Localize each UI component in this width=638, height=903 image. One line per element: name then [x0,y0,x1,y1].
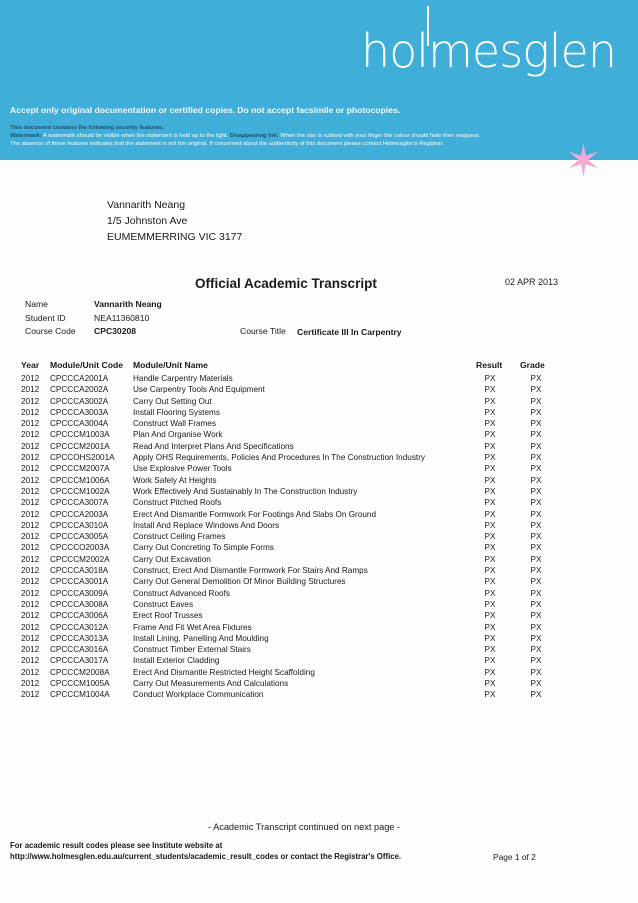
grade-cell: PX [530,622,542,632]
year-cell: 2012 [21,509,40,519]
year-cell: 2012 [21,441,40,451]
name-column-header: Module/Unit Name [133,360,208,370]
year-cell: 2012 [21,374,40,383]
unit-name-cell: Construct Wall Frames [133,419,216,429]
grade-cell: PX [530,396,542,406]
disappearing-ink-label: Disappearing Ink: [229,133,279,139]
result-cell: PX [484,396,496,406]
table-row [0,373,638,384]
table-row [0,610,638,621]
student-id: NEA11360810 [94,313,150,323]
result-cell: PX [484,543,496,553]
table-row [0,429,638,440]
unit-name-cell: Construct Pitched Roofs [133,498,222,508]
result-cell: PX [484,611,496,621]
grade-cell: PX [530,498,542,508]
grade-cell: PX [530,532,542,542]
grade-cell: PX [530,464,542,474]
authenticity-notice: The absence of these features indicates that the statement is not the original. If concerned about the authenticity of this document please contact Holmesglen's Registrar. [10,141,444,147]
unit-code-cell: CPCCCA3003A [50,407,109,417]
grade-column-header: Grade [520,360,545,370]
grade-cell: PX [530,599,542,609]
unit-name-cell: Construct Ceiling Frames [133,532,226,542]
unit-name-cell: Erect And Dismantle Restricted Height Scaffolding [133,667,315,677]
name-label: Name [25,299,48,309]
course-code-label: Course Code [25,326,76,336]
course-title-label: Course Title [240,326,286,336]
unit-code-cell: CPCCCM1003A [50,430,110,440]
unit-name-cell: Apply OHS Requirements, Policies And Procedures In The Construction Industry [133,453,426,463]
year-column-header: Year [21,360,40,370]
grade-cell: PX [530,509,542,519]
unit-code-cell: CPCCCA3018A [50,566,109,576]
unit-code-cell: CPCCOHS2001A [50,453,115,463]
result-cell: PX [484,430,496,440]
grade-cell: PX [530,566,542,576]
unit-name-cell: Install Lining, Panelling And Moulding [133,633,269,643]
watermark-text: A watermark should be visible when the statement is held up to the light. [41,133,230,139]
result-cell: PX [484,599,496,609]
unit-code-cell: CPCCCA3008A [50,599,109,609]
holmesglen-logo: holmesglen [361,24,616,78]
result-column-header: Result [476,360,503,370]
grade-cell: PX [530,679,542,689]
unit-name-cell: Work Safely At Heights [133,475,217,485]
result-codes-link[interactable]: http://www.holmesglen.edu.au/current_students/academic_result_codes or contact the Registrar's Office. [10,852,402,861]
result-cell: PX [484,464,496,474]
table-row [0,599,638,610]
table-row [0,622,638,633]
disappearing-ink-text: When the star is rubbed with your finger the colour should fade then reappear. [278,133,481,139]
result-cell: PX [484,385,496,395]
result-cell: PX [484,532,496,542]
result-cell: PX [484,588,496,598]
grade-cell: PX [530,430,542,440]
result-cell: PX [484,453,496,463]
table-row [0,531,638,542]
result-cell: PX [484,509,496,519]
unit-name-cell: Install Exterior Cladding [133,656,220,666]
table-row [0,542,638,553]
table-row [0,655,638,666]
year-cell: 2012 [21,385,40,395]
grade-cell: PX [530,407,542,417]
year-cell: 2012 [21,453,40,463]
year-cell: 2012 [21,622,40,632]
grade-cell: PX [530,475,542,485]
result-cell: PX [484,633,496,643]
grade-cell: PX [530,554,542,564]
table-row [0,520,638,531]
table-row [0,452,638,463]
year-cell: 2012 [21,543,40,553]
continued-notice: - Academic Transcript continued on next page - [208,822,401,832]
unit-code-cell: CPCCCA3001A [50,577,109,587]
grade-cell: PX [530,633,542,643]
unit-name-cell: Handle Carpentry Materials [133,374,233,383]
grade-cell: PX [530,441,542,451]
unit-code-cell: CPCCCM2007A [50,464,110,474]
unit-code-cell: CPCCCA3012A [50,622,109,632]
unit-code-cell: CPCCCM1004A [50,690,110,700]
unit-code-cell: CPCCCA3013A [50,633,109,643]
table-row [0,384,638,395]
grade-cell: PX [530,520,542,530]
table-row [0,554,638,565]
unit-name-cell: Construct Eaves [133,599,194,609]
year-cell: 2012 [21,498,40,508]
unit-name-cell: Carry Out Concreting To Simple Forms [133,543,274,553]
unit-name-cell: Install Flooring Systems [133,407,220,417]
unit-code-cell: CPCCCA3010A [50,520,109,530]
unit-code-cell: CPCCCA3002A [50,396,109,406]
unit-code-cell: CPCCCA3004A [50,419,109,429]
unit-name-cell: Work Effectively And Sustainably In The Construction Industry [133,486,358,496]
year-cell: 2012 [21,588,40,598]
result-cell: PX [484,679,496,689]
table-row [0,486,638,497]
unit-code-cell: CPCCCA3017A [50,656,109,666]
grade-cell: PX [530,667,542,677]
grade-cell: PX [530,419,542,429]
unit-name-cell: Erect And Dismantle Formwork For Footings And Slabs On Ground [133,509,376,519]
unit-name-cell: Erect Roof Trusses [133,611,203,621]
year-cell: 2012 [21,633,40,643]
page-number: Page 1 of 2 [493,852,536,862]
table-row [0,633,638,644]
year-cell: 2012 [21,690,40,700]
table-row [0,588,638,599]
result-cell: PX [484,656,496,666]
code-column-header: Module/Unit Code [50,360,124,370]
unit-name-cell: Conduct Workplace Communication [133,690,264,700]
grade-cell: PX [530,577,542,587]
result-cell: PX [484,645,496,655]
course-code: CPC30208 [94,326,137,336]
unit-name-cell: Construct, Erect And Dismantle Formwork For Stairs And Ramps [133,566,368,576]
unit-code-cell: CPCCCM1006A [50,475,110,485]
student-name: Vannarith Neang [94,299,162,309]
table-row [0,667,638,678]
security-features-heading: This document contains the following security features; [10,125,164,131]
year-cell: 2012 [21,611,40,621]
year-cell: 2012 [21,599,40,609]
unit-name-cell: Plan And Organise Work [133,430,223,440]
result-cell: PX [484,374,496,383]
security-star-icon: ✶ [565,137,602,186]
student-id-label: Student ID [25,313,66,323]
unit-code-cell: CPCCCM1005A [50,679,110,689]
year-cell: 2012 [21,656,40,666]
unit-code-cell: CPCCCA2002A [50,385,109,395]
grade-cell: PX [530,656,542,666]
grade-cell: PX [530,374,542,383]
unit-name-cell: Read And Interpret Plans And Specifications [133,441,294,451]
table-row [0,463,638,474]
result-cell: PX [484,407,496,417]
results-table [0,373,638,701]
unit-name-cell: Construct Advanced Roofs [133,588,230,598]
table-row [0,475,638,486]
result-cell: PX [484,577,496,587]
table-row [0,565,638,576]
table-row [0,497,638,508]
course-title: Certificate III In Carpentry [297,327,402,337]
unit-code-cell: CPCCCO2003A [50,543,110,553]
table-row [0,678,638,689]
grade-cell: PX [530,453,542,463]
unit-name-cell: Frame And Fit Wet Area Fixtures [133,622,252,632]
year-cell: 2012 [21,554,40,564]
unit-name-cell: Carry Out Setting Out [133,396,212,406]
unit-name-cell: Carry Out Excavation [133,554,211,564]
address-name: Vannarith Neang [107,199,186,211]
unit-code-cell: CPCCCA3007A [50,498,109,508]
year-cell: 2012 [21,396,40,406]
year-cell: 2012 [21,419,40,429]
unit-code-cell: CPCCCA3006A [50,611,109,621]
grade-cell: PX [530,611,542,621]
year-cell: 2012 [21,486,40,496]
result-cell: PX [484,520,496,530]
result-cell: PX [484,419,496,429]
table-row [0,418,638,429]
table-row [0,689,638,700]
result-cell: PX [484,690,496,700]
year-cell: 2012 [21,407,40,417]
year-cell: 2012 [21,645,40,655]
table-row [0,644,638,655]
table-row [0,396,638,407]
year-cell: 2012 [21,430,40,440]
year-cell: 2012 [21,532,40,542]
unit-code-cell: CPCCCA3005A [50,532,109,542]
security-banner [0,0,638,160]
result-cell: PX [484,441,496,451]
unit-code-cell: CPCCCA2003A [50,509,109,519]
unit-name-cell: Use Explosive Power Tools [133,464,232,474]
year-cell: 2012 [21,667,40,677]
result-cell: PX [484,622,496,632]
unit-code-cell: CPCCCM2001A [50,441,110,451]
year-cell: 2012 [21,475,40,485]
unit-code-cell: CPCCCM2008A [50,667,110,677]
grade-cell: PX [530,645,542,655]
year-cell: 2012 [21,577,40,587]
watermark-label: Watermark: [10,133,42,139]
year-cell: 2012 [21,520,40,530]
result-cell: PX [484,554,496,564]
unit-name-cell: Construct Timber External Stairs [133,645,251,655]
issue-date: 02 APR 2013 [505,277,559,287]
grade-cell: PX [530,588,542,598]
year-cell: 2012 [21,679,40,689]
result-cell: PX [484,475,496,485]
unit-code-cell: CPCCCA3016A [50,645,109,655]
grade-cell: PX [530,486,542,496]
unit-name-cell: Carry Out General Demolition Of Minor Building Structures [133,577,346,587]
year-cell: 2012 [21,566,40,576]
unit-name-cell: Carry Out Measurements And Calculations [133,679,289,689]
unit-code-cell: CPCCCM1002A [50,486,110,496]
result-cell: PX [484,566,496,576]
address-suburb: EUMEMMERRING VIC 3177 [107,231,243,243]
table-row [0,441,638,452]
original-documents-warning: Accept only original documentation or certified copies. Do not accept facsimile or photocopies. [10,105,401,115]
year-cell: 2012 [21,464,40,474]
unit-name-cell: Use Carpentry Tools And Equipment [133,385,265,395]
mailing-address [107,197,242,245]
table-row [0,576,638,587]
unit-code-cell: CPCCCM2002A [50,554,110,564]
address-street: 1/5 Johnston Ave [107,215,188,227]
document-title: Official Academic Transcript [195,276,377,291]
table-row [0,509,638,520]
table-row [0,407,638,418]
grade-cell: PX [530,690,542,700]
unit-name-cell: Install And Replace Windows And Doors [133,520,280,530]
unit-code-cell: CPCCCA2001A [50,374,109,383]
security-features-description [10,133,480,139]
unit-code-cell: CPCCCA3009A [50,588,109,598]
result-cell: PX [484,486,496,496]
grade-cell: PX [530,385,542,395]
grade-cell: PX [530,543,542,553]
result-codes-notice: For academic result codes please see Institute website at [10,841,223,850]
result-cell: PX [484,498,496,508]
result-cell: PX [484,667,496,677]
